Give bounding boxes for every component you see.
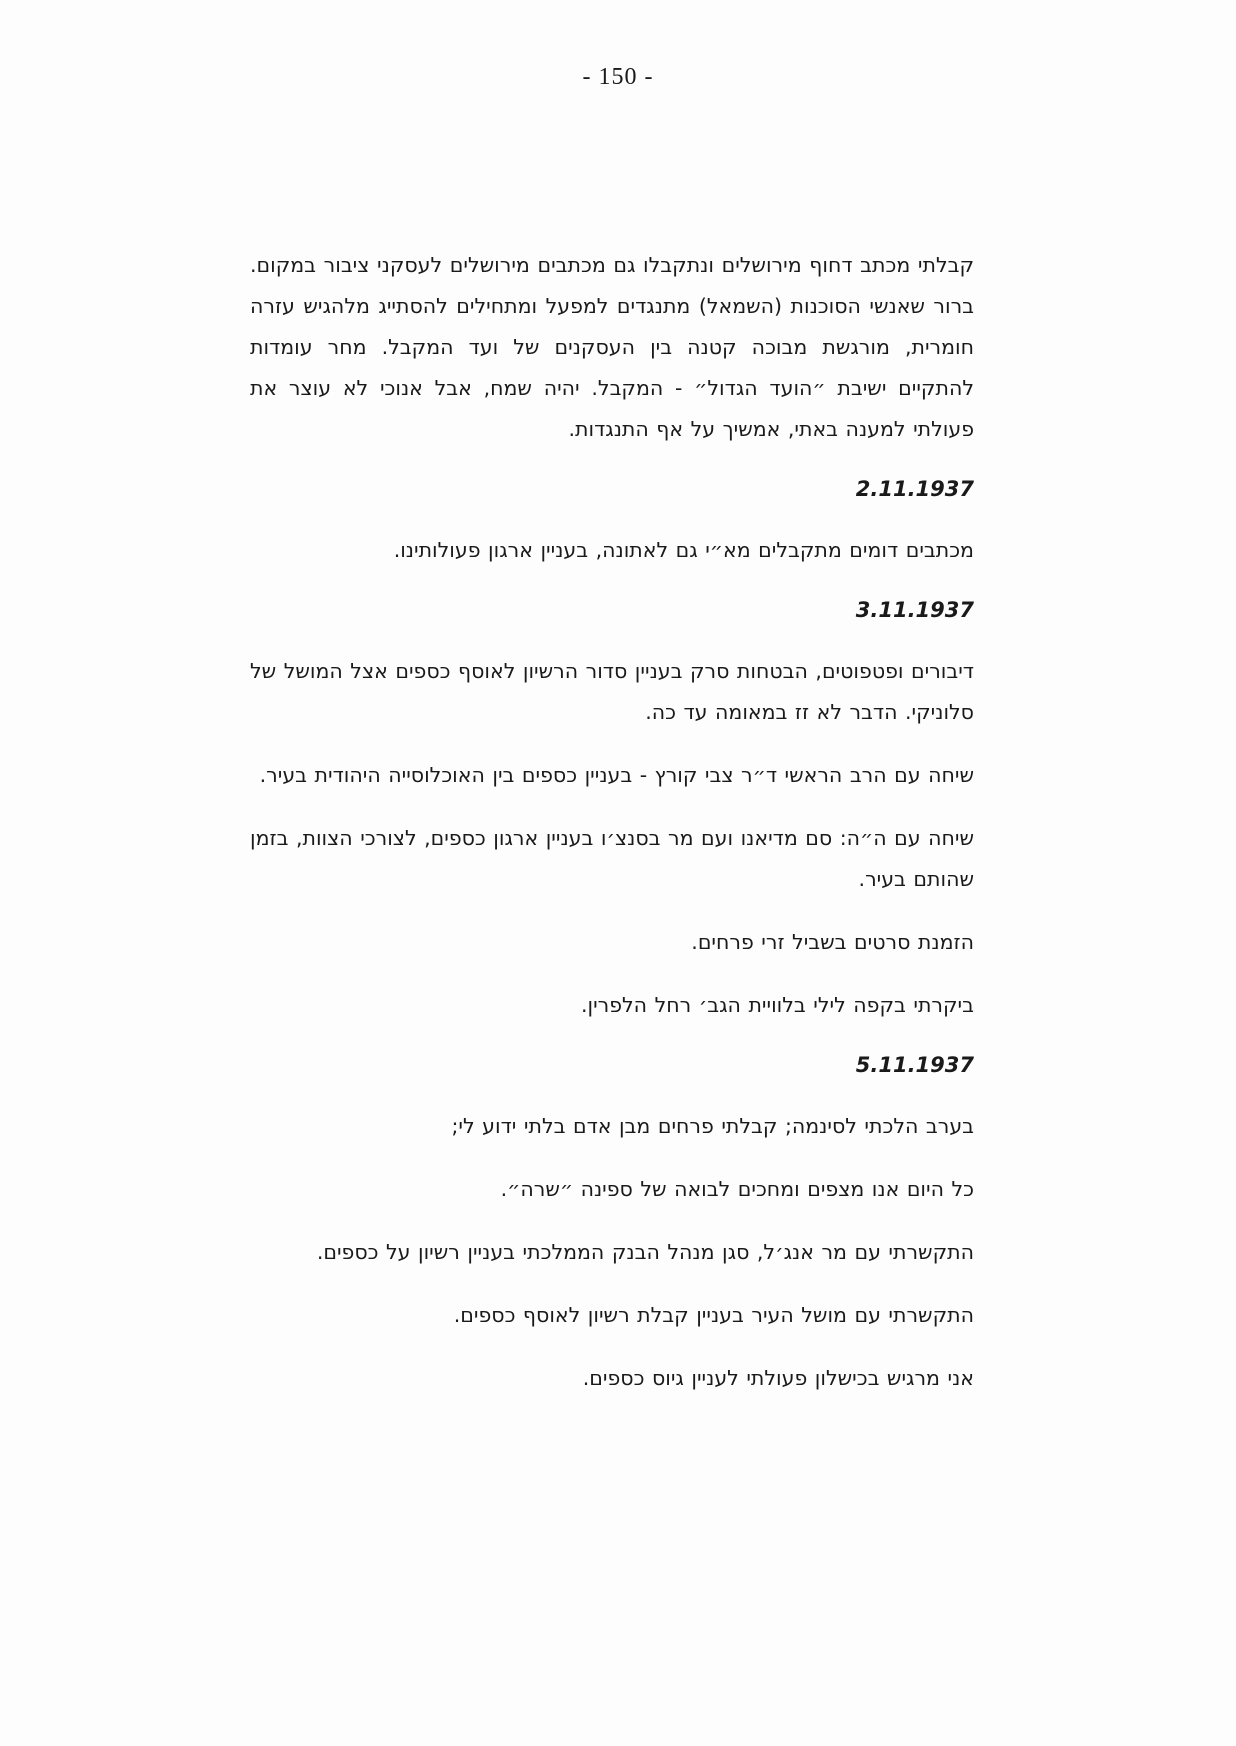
paragraph: כל היום אנו מצפים ומחכים לבואה של ספינה ״שרה״. [500,1177,974,1201]
entry-date: 5.11.1937 [855,1053,974,1077]
paragraph: בערב הלכתי לסינמה; קבלתי פרחים מבן אדם בלתי ידוע לי; [451,1114,974,1138]
entry-date: 3.11.1937 [855,598,974,622]
paragraph: מכתבים דומים מתקבלים מא״י גם לאתונה, בעניין ארגון פעולותינו. [393,538,974,562]
paragraph: התקשרתי עם מושל העיר בעניין קבלת רשיון לאוסף כספים. [453,1303,974,1327]
paragraph: שיחה עם ה״ה: סם מדיאנו ועם מר בסנצ׳ו בעניין ארגון כספים, לצורכי הצוות, בזמן שהותם בעיר. [250,826,974,891]
entry-date: 2.11.1937 [855,477,974,501]
paragraph: אני מרגיש בכישלון פעולתי לעניין גיוס כספים. [582,1366,974,1390]
paragraph: התקשרתי עם מר אנג׳ל, סגן מנהל הבנק הממלכתי בעניין רשיון על כספים. [316,1240,974,1264]
paragraph: דיבורים ופטפוטים, הבטחות סרק בעניין סדור הרשיון לאוסף כספים אצל המושל של סלוניקי. הדבר לא זז במאומה עד כה. [250,659,974,724]
paragraph: הזמנת סרטים בשביל זרי פרחים. [691,930,974,954]
paragraph: ביקרתי בקפה לילי בלוויית הגב׳ רחל הלפרין. [580,993,974,1017]
paragraph: שיחה עם הרב הראשי ד״ר צבי קורץ - בעניין כספים בין האוכלוסייה היהודית בעיר. [259,763,974,787]
page-body [250,245,974,1421]
page-number: - 150 - [582,64,654,90]
paragraph: קבלתי מכתב דחוף מירושלים ונתקבלו גם מכתבים מירושלים לעסקני ציבור במקום. ברור שאנשי הסוכנות (השמאל) מתנגדים למפעל ומתחילים להסתייג מלהגיש עזרה חומרית, מורגשת מבוכה קטנה בין העסקנים של ועד המקבל. מחר עומדות להתקיים ישיבת ״הועד הגדול״ - המקבל. יהיה שמח, אבל אנוכי לא עוצר את פעולתי למענה באתי, אמשיך על אף התנגדות. [250,253,974,441]
